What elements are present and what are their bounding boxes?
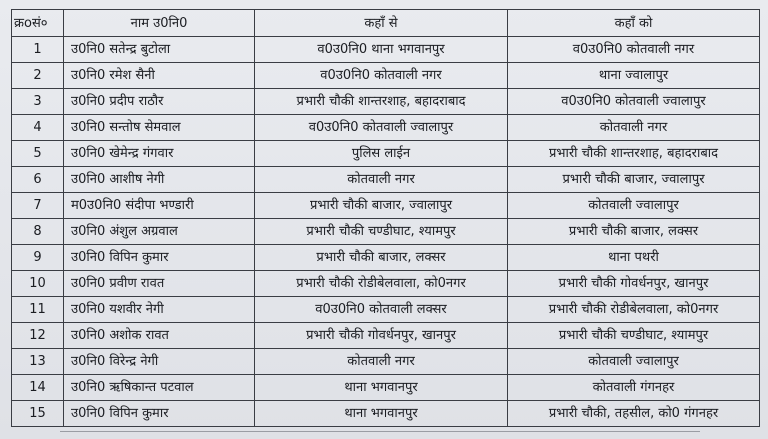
table-row: [12, 375, 760, 401]
cell-serial-number: 2: [12, 63, 64, 89]
table-row: [12, 349, 760, 375]
table-header-row: [12, 10, 760, 37]
cell-name: उ0नि0 सतेन्द्र बुटोला: [64, 37, 255, 63]
cell-serial-number: 7: [12, 193, 64, 219]
cell-serial-number: 9: [12, 245, 64, 271]
cell-from: थाना भगवानपुर: [255, 401, 508, 427]
cell-serial-number: 4: [12, 115, 64, 141]
table-row: [12, 297, 760, 323]
cell-serial-number: 3: [12, 89, 64, 115]
table-row: [12, 167, 760, 193]
cell-serial-number: 1: [12, 37, 64, 63]
table-row: [12, 323, 760, 349]
transfer-table: [11, 9, 760, 427]
cell-name: उ0नि0 प्रदीप राठौर: [64, 89, 255, 115]
page-divider: [60, 431, 700, 438]
table-body: [12, 37, 760, 427]
table-row: [12, 401, 760, 427]
table-row: [12, 89, 760, 115]
cell-from: कोतवाली नगर: [255, 349, 508, 375]
cell-to: प्रभारी चौकी रोडीबेलवाला, को0नगर: [508, 297, 760, 323]
table-row: [12, 193, 760, 219]
cell-serial-number: 5: [12, 141, 64, 167]
cell-to: प्रभारी चौकी गोवर्धनपुर, खानपुर: [508, 271, 760, 297]
cell-name: उ0नि0 यशवीर नेगी: [64, 297, 255, 323]
cell-name: उ0नि0 अंशुल अग्रवाल: [64, 219, 255, 245]
cell-from: प्रभारी चौकी रोडीबेलवाला, को0नगर: [255, 271, 508, 297]
table-row: [12, 115, 760, 141]
cell-name: उ0नि0 विरेन्द्र नेगी: [64, 349, 255, 375]
cell-name: उ0नि0 आशीष नेगी: [64, 167, 255, 193]
cell-name: उ0नि0 खेमेन्द्र गंगवार: [64, 141, 255, 167]
cell-from: व0उ0नि0 कोतवाली लक्सर: [255, 297, 508, 323]
cell-to: कोतवाली ज्वालापुर: [508, 349, 760, 375]
cell-from: व0उ0नि0 कोतवाली ज्वालापुर: [255, 115, 508, 141]
table-row: [12, 37, 760, 63]
cell-from: प्रभारी चौकी बाजार, ज्वालापुर: [255, 193, 508, 219]
cell-name: उ0नि0 प्रवीण रावत: [64, 271, 255, 297]
cell-from: प्रभारी चौकी चण्डीघाट, श्यामपुर: [255, 219, 508, 245]
table-row: [12, 219, 760, 245]
cell-from: कोतवाली नगर: [255, 167, 508, 193]
cell-name: उ0नि0 विपिन कुमार: [64, 245, 255, 271]
cell-from: व0उ0नि0 थाना भगवानपुर: [255, 37, 508, 63]
cell-from: थाना भगवानपुर: [255, 375, 508, 401]
cell-name: उ0नि0 सन्तोष सेमवाल: [64, 115, 255, 141]
cell-serial-number: 15: [12, 401, 64, 427]
cell-from: व0उ0नि0 कोतवाली नगर: [255, 63, 508, 89]
cell-name: म0उ0नि0 संदीपा भण्डारी: [64, 193, 255, 219]
cell-serial-number: 12: [12, 323, 64, 349]
cell-serial-number: 11: [12, 297, 64, 323]
cell-name: उ0नि0 विपिन कुमार: [64, 401, 255, 427]
cell-from: प्रभारी चौकी गोवर्धनपुर, खानपुर: [255, 323, 508, 349]
header-from: कहाँ से: [255, 10, 508, 37]
table-row: [12, 63, 760, 89]
cell-to: थाना ज्वालापुर: [508, 63, 760, 89]
cell-to: कोतवाली गंगनहर: [508, 375, 760, 401]
cell-serial-number: 14: [12, 375, 64, 401]
cell-to: व0उ0नि0 कोतवाली नगर: [508, 37, 760, 63]
cell-name: उ0नि0 रमेश सैनी: [64, 63, 255, 89]
cell-to: कोतवाली नगर: [508, 115, 760, 141]
table-row: [12, 271, 760, 297]
cell-serial-number: 8: [12, 219, 64, 245]
cell-serial-number: 10: [12, 271, 64, 297]
cell-to: कोतवाली ज्वालापुर: [508, 193, 760, 219]
cell-serial-number: 6: [12, 167, 64, 193]
cell-to: प्रभारी चौकी चण्डीघाट, श्यामपुर: [508, 323, 760, 349]
cell-to: थाना पथरी: [508, 245, 760, 271]
cell-to: व0उ0नि0 कोतवाली ज्वालापुर: [508, 89, 760, 115]
cell-to: प्रभारी चौकी बाजार, ज्वालापुर: [508, 167, 760, 193]
cell-name: उ0नि0 अशोक रावत: [64, 323, 255, 349]
cell-to: प्रभारी चौकी शान्तरशाह, बहादराबाद: [508, 141, 760, 167]
header-name: नाम उ0नि0: [64, 10, 255, 37]
table-row: [12, 141, 760, 167]
cell-to: प्रभारी चौकी, तहसील, को0 गंगनहर: [508, 401, 760, 427]
header-serial-number: क्रoसं०: [12, 10, 64, 37]
cell-from: प्रभारी चौकी बाजार, लक्सर: [255, 245, 508, 271]
cell-from: प्रभारी चौकी शान्तरशाह, बहादराबाद: [255, 89, 508, 115]
cell-to: प्रभारी चौकी बाजार, लक्सर: [508, 219, 760, 245]
cell-serial-number: 13: [12, 349, 64, 375]
header-to: कहाँ को: [508, 10, 760, 37]
cell-from: पुलिस लाईन: [255, 141, 508, 167]
cell-name: उ0नि0 ऋषिकान्त पटवाल: [64, 375, 255, 401]
table-row: [12, 245, 760, 271]
